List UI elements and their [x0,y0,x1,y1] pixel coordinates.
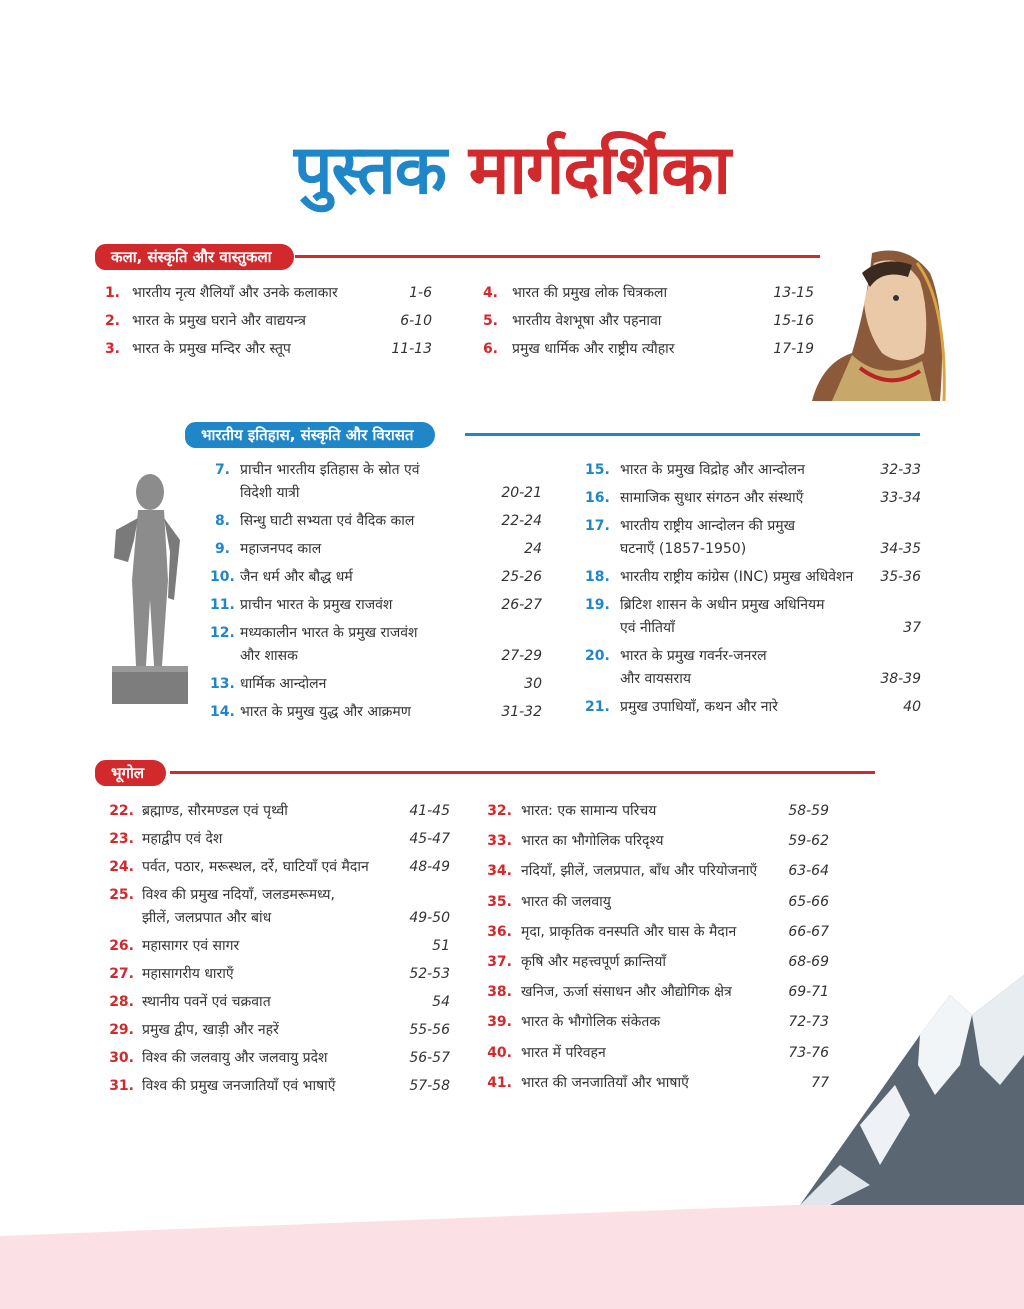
section-rule [295,255,820,258]
toc-entry [486,1042,829,1072]
woman-portrait-illustration [812,243,952,401]
page-title [0,120,1024,213]
toc-number: 14. [210,704,235,720]
toc-page-range: 24 [524,541,542,557]
toc-page-range: 45-47 [409,831,450,847]
toc-page-range: 37 [903,620,921,636]
toc-entry [104,828,450,856]
toc-page-range: 33-34 [880,490,921,506]
toc-number: 12. [210,625,235,641]
toc-title: प्रमुख धार्मिक और राष्ट्रीय त्यौहार [512,341,675,357]
footer-wedge [0,1196,1024,1256]
toc-title: भारत के भौगोलिक संकेतक [521,1014,661,1031]
toc-title: प्रमुख द्वीप, खाड़ी और नहरें [142,1022,279,1038]
toc-title: सामाजिक सुधार संगठन और संस्थाएँ [620,490,804,506]
toc-number: 25. [109,887,134,903]
toc-number: 30. [109,1050,134,1066]
toc-page-range: 66-67 [788,923,829,940]
toc-number: 10. [210,569,235,585]
toc-page-range: 35-36 [880,569,921,585]
toc-page-range: 32-33 [880,462,921,478]
toc-number: 37. [487,954,512,970]
toc-title: भारत की जनजातियाँ और भाषाएँ [521,1074,689,1091]
toc-page-range: 11-13 [391,341,432,357]
toc-entry [104,282,432,310]
toc-title-continued: घटनाएँ (1857-1950) [620,541,747,557]
toc-title: भारतीय राष्ट्रीय कांग्रेस (INC) प्रमुख अधिवेशन [620,569,854,585]
toc-title: भारत की प्रमुख लोक चित्रकला [512,285,668,301]
toc-title-continued: झीलें, जलप्रपात और बांध [142,910,272,926]
toc-number: 39. [487,1014,512,1031]
title-part2: मार्गदर्शिका [468,131,731,210]
toc-entry [486,921,829,951]
toc-entry [482,310,814,338]
toc-page-range: 22-24 [501,513,542,529]
toc-title: महाद्वीप एवं देश [142,831,223,847]
toc-number: 35. [487,893,512,910]
toc-number: 15. [585,462,610,478]
toc-title: भारत के प्रमुख घराने और वाद्ययन्त्र [132,313,307,329]
section-title: भूगोल [95,760,166,786]
toc-page-range: 20-21 [501,485,542,501]
toc-title: मृदा, प्राकृतिक वनस्पति और घास के मैदान [521,923,737,940]
toc-number: 3. [104,341,120,357]
toc-title: धार्मिक आन्दोलन [240,676,327,692]
toc-page-range: 51 [432,938,450,954]
toc-entry [104,800,450,828]
toc-page-range: 73-76 [788,1044,829,1061]
toc-number: 11. [210,597,235,613]
toc-number: 22. [109,803,134,819]
toc-page-range: 6-10 [400,313,432,329]
section-rule [170,771,875,774]
section-rule [465,433,920,436]
toc-title: महासागर एवं सागर [142,938,240,954]
toc-page-range: 17-19 [773,341,814,357]
toc-page-range: 34-35 [880,541,921,557]
toc-page-range: 56-57 [409,1050,450,1066]
toc-entry [585,696,921,724]
toc-number: 7. [214,462,230,478]
toc-number: 34. [487,863,512,880]
toc-number: 33. [487,833,512,850]
toc-page-range: 38-39 [880,671,921,687]
toc-entry [585,594,921,645]
toc-entry [482,282,814,310]
toc-title-continued: और वायसराय [620,671,691,687]
toc-number: 32. [487,803,512,819]
toc-title: ब्रिटिश शासन के अधीन प्रमुख अधिनियम [620,597,825,613]
toc-entry [210,673,542,701]
toc-page-range: 25-26 [501,569,542,585]
toc-entry [585,566,921,594]
toc-page-range: 68-69 [788,954,829,970]
toc-title: भारत के प्रमुख मन्दिर और स्तूप [132,341,291,357]
toc-page-range: 30 [524,676,542,692]
toc-title: मध्यकालीन भारत के प्रमुख राजवंश [240,625,418,641]
toc-entry [486,981,829,1011]
toc-page-range: 77 [811,1074,829,1091]
toc-number: 20. [585,648,610,664]
toc-entry [210,459,542,510]
toc-number: 26. [109,938,134,954]
toc-title: विश्व की जलवायु और जलवायु प्रदेश [142,1050,328,1066]
toc-entry [486,891,829,921]
toc-title: प्रमुख उपाधियाँ, कथन और नारे [620,699,778,715]
toc-entry [104,1075,450,1103]
toc-entry [486,800,829,830]
toc-number: 24. [109,859,134,875]
toc-title: प्राचीन भारत के प्रमुख राजवंश [240,597,393,613]
toc-page-range: 49-50 [409,910,450,926]
toc-title: नदियाँ, झीलें, जलप्रपात, बाँध और परियोजनाएँ [521,863,758,880]
section-title: कला, संस्कृति और वास्तुकला [95,244,294,270]
toc-title: स्थानीय पवनें एवं चक्रवात [142,994,271,1010]
toc-number: 5. [482,313,498,329]
toc-title: भारत में परिवहन [521,1044,606,1061]
title-part1: पुस्तक [293,131,446,210]
toc-number: 40. [487,1044,512,1061]
toc-number: 27. [109,966,134,982]
toc-entry [585,487,921,515]
toc-entry [486,860,829,890]
toc-entry [210,510,542,538]
toc-page-range: 15-16 [773,313,814,329]
section-title: भारतीय इतिहास, संस्कृति और विरासत [185,422,435,448]
toc-entry [104,1019,450,1047]
toc-entry [210,594,542,622]
toc-page-range: 55-56 [409,1022,450,1038]
toc-entry [486,951,829,981]
toc-title: भारत: एक सामान्य परिचय [521,803,657,819]
toc-entry [210,622,542,673]
toc-entry [104,338,432,366]
toc-number: 16. [585,490,610,506]
section-header-geography [95,760,875,786]
toc-number: 2. [104,313,120,329]
toc-page-range: 72-73 [788,1014,829,1031]
toc-number: 23. [109,831,134,847]
toc-page-range: 13-15 [773,285,814,301]
toc-number: 38. [487,984,512,1001]
toc-entry [210,538,542,566]
toc-title: भारतीय राष्ट्रीय आन्दोलन की प्रमुख [620,518,796,534]
toc-title: भारतीय नृत्य शैलियाँ और उनके कलाकार [132,285,338,301]
toc-number: 21. [585,699,610,715]
toc-page-range: 58-59 [788,803,829,819]
toc-entry [104,1047,450,1075]
toc-number: 4. [482,285,498,301]
toc-title: भारत के प्रमुख गवर्नर-जनरल [620,648,767,664]
toc-title: भारतीय वेशभूषा और पहनावा [512,313,662,329]
toc-entry [104,310,432,338]
toc-title: महाजनपद काल [240,541,322,557]
toc-title: पर्वत, पठार, मरूस्थल, दर्रे, घाटियाँ एवं मैदान [142,859,369,875]
toc-entry [486,830,829,860]
toc-title: जैन धर्म और बौद्ध धर्म [240,569,353,585]
toc-entry [104,935,450,963]
toc-page-range: 59-62 [788,833,829,850]
toc-title: भारत की जलवायु [521,893,611,910]
toc-entry [210,566,542,594]
toc-entry [585,645,921,696]
section-header-art [95,244,820,270]
toc-title: महासागरीय धाराएँ [142,966,234,982]
toc-entry [104,856,450,884]
toc-entry [104,991,450,1019]
toc-title-continued: और शासक [240,648,298,664]
toc-entry [486,1011,829,1041]
toc-page-range: 65-66 [788,893,829,910]
toc-entry [210,701,542,729]
toc-title: भारत के प्रमुख युद्ध और आक्रमण [240,704,411,720]
toc-page-range: 26-27 [501,597,542,613]
toc-page-range: 41-45 [409,803,450,819]
toc-title-continued: विदेशी यात्री [240,485,300,501]
toc-title-continued: एवं नीतियाँ [620,620,675,636]
toc-number: 36. [487,923,512,940]
toc-entry [482,338,814,366]
toc-title: सिन्धु घाटी सभ्यता एवं वैदिक काल [240,513,415,529]
toc-entry [104,884,450,935]
section-header-history [185,422,920,448]
toc-number: 6. [482,341,498,357]
toc-page-range: 40 [903,699,921,715]
toc-entry [486,1072,829,1102]
mountain-illustration [800,975,1024,1205]
toc-number: 29. [109,1022,134,1038]
toc-page-range: 1-6 [409,285,432,301]
toc-title: प्राचीन भारतीय इतिहास के स्रोत एवं [240,462,420,478]
toc-number: 19. [585,597,610,613]
toc-page-range: 54 [432,994,450,1010]
toc-page-range: 31-32 [501,704,542,720]
toc-title: विश्व की प्रमुख जनजातियाँ एवं भाषाएँ [142,1078,336,1094]
toc-page-range: 57-58 [409,1078,450,1094]
toc-page-range: 27-29 [501,648,542,664]
toc-page-range: 69-71 [788,984,829,1001]
toc-title: कृषि और महत्त्वपूर्ण क्रान्तियाँ [521,954,666,970]
toc-number: 9. [214,541,230,557]
toc-number: 28. [109,994,134,1010]
toc-number: 17. [585,518,610,534]
toc-number: 13. [210,676,235,692]
dancing-girl-statue-illustration [108,470,192,706]
toc-entry [585,515,921,566]
toc-number: 41. [487,1074,512,1091]
toc-number: 8. [214,513,230,529]
toc-page-range: 52-53 [409,966,450,982]
toc-number: 31. [109,1078,134,1094]
toc-number: 1. [104,285,120,301]
toc-title: विश्व की प्रमुख नदियाँ, जलडमरूमध्य, [142,887,335,903]
toc-title: भारत का भौगोलिक परिदृश्य [521,833,664,850]
toc-title: ब्रह्माण्ड, सौरमण्डल एवं पृथ्वी [142,803,288,819]
toc-entry [104,963,450,991]
toc-title: भारत के प्रमुख विद्रोह और आन्दोलन [620,462,805,478]
toc-entry [585,459,921,487]
toc-title: खनिज, ऊर्जा संसाधन और औद्योगिक क्षेत्र [521,984,732,1001]
toc-page-range: 63-64 [788,863,829,880]
toc-number: 18. [585,569,610,585]
toc-page-range: 48-49 [409,859,450,875]
